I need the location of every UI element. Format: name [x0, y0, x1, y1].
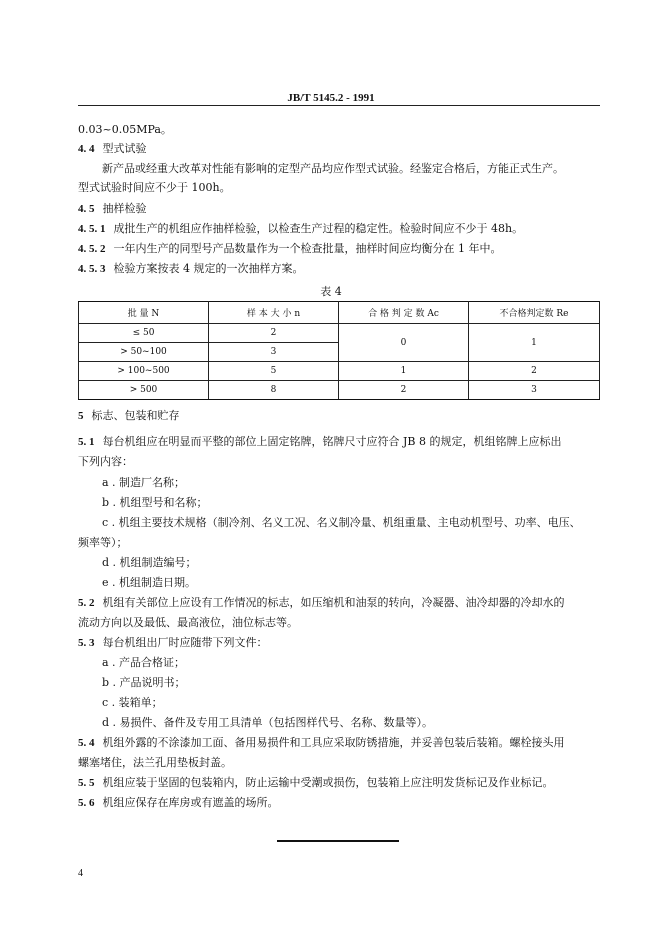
clause-number: 4. 5. 1: [78, 223, 106, 235]
cell-reject-merged: 1: [469, 324, 600, 362]
table-header-row: [79, 302, 600, 324]
clause-4-5-3: [78, 262, 304, 276]
clause-text: 机组应保存在库房或有遮盖的场所。: [102, 796, 279, 809]
clause-number: 5. 2: [78, 597, 95, 609]
cell-accept: 2: [339, 381, 469, 400]
cell-sample: 2: [209, 324, 339, 343]
cell-sample: 3: [209, 343, 339, 362]
section-number: 5: [78, 410, 84, 422]
list-item: c . 装箱单；: [102, 696, 163, 709]
cell-batch: > 50~100: [79, 343, 209, 362]
clause-5-2: [78, 596, 565, 610]
section-title: 抽样检验: [102, 202, 147, 215]
clause-text: 机组有关部位上应设有工作情况的标志，如压缩机和油泵的转向，冷凝器、油冷却器的冷却水的: [102, 596, 565, 609]
clause-4-5-2: [78, 242, 502, 256]
cell-accept-merged: 0: [339, 324, 469, 362]
clause-5-6: [78, 796, 279, 810]
cell-batch: ≤ 50: [79, 324, 209, 343]
clause-text: 每台机组应在明显而平整的部位上固定铭牌，铭牌尺寸应符合 JB 8 的规定，机组铭牌上应标出: [102, 435, 562, 448]
section-4-5-heading: [78, 202, 147, 216]
list-item: c . 机组主要技术规格（制冷剂、名义工况、名义制冷量、机组重量、主电动机型号、功率、电压、: [102, 516, 581, 529]
table-row: [79, 362, 600, 381]
list-item: b . 机组型号和名称；: [102, 496, 208, 509]
section-title: 型式试验: [102, 142, 147, 155]
clause-number: 5. 5: [78, 777, 95, 789]
clause-5-4: [78, 736, 565, 750]
table-caption: 表 4: [320, 285, 342, 298]
clause-5-3: [78, 636, 268, 650]
end-rule: [277, 840, 399, 842]
sampling-table: [78, 301, 600, 400]
clause-number: 4. 5. 2: [78, 243, 106, 255]
clause-5-1: [78, 435, 561, 449]
clause-number: 5. 1: [78, 436, 95, 448]
clause-4-5-1: [78, 222, 523, 236]
cell-batch: > 500: [79, 381, 209, 400]
list-item: b . 产品说明书；: [102, 676, 186, 689]
list-item: a . 产品合格证；: [102, 656, 186, 669]
paragraph-line: 下列内容：: [78, 455, 133, 468]
document-code-header: JB/T 5145.2 - 1991: [287, 92, 375, 104]
clause-text: 机组外露的不涂漆加工面、备用易损件和工具应采取防锈措施，并妥善包装后装箱。螺栓接头用: [102, 736, 565, 749]
page-number: 4: [78, 868, 83, 879]
clause-text: 检验方案按表 4 规定的一次抽样方案。: [113, 262, 304, 275]
clause-number: 4. 5. 3: [78, 263, 106, 275]
clause-text: 成批生产的机组应作抽样检验，以检查生产过程的稳定性。检验时间应不少于 48h。: [113, 222, 524, 235]
cell-batch: > 100~500: [79, 362, 209, 381]
paragraph-line: 新产品或经重大改革对性能有影响的定型产品均应作型式试验。经鉴定合格后，方能正式生产。: [102, 162, 564, 175]
clause-text: 机组应装于坚固的包装箱内，防止运输中受潮或损伤，包装箱上应注明发货标记及作业标记。: [102, 776, 554, 789]
clause-number: 5. 6: [78, 797, 95, 809]
header-reject: 不合格判定数 Re: [469, 302, 600, 324]
cell-sample: 8: [209, 381, 339, 400]
clause-number: 5. 4: [78, 737, 95, 749]
cell-reject: 3: [469, 381, 600, 400]
table-row: [79, 324, 600, 343]
header-batch: 批 量 N: [79, 302, 209, 324]
section-number: 4. 4: [78, 143, 95, 155]
list-item-continuation: 频率等）；: [78, 536, 128, 549]
list-item: e . 机组制造日期。: [102, 576, 196, 589]
paragraph-line: 螺塞堵住，法兰孔用垫板封盖。: [78, 756, 232, 769]
list-item: d . 机组制造编号；: [102, 556, 197, 569]
clause-text: 每台机组出厂时应随带下列文件：: [102, 636, 268, 649]
cell-reject: 2: [469, 362, 600, 381]
cell-sample: 5: [209, 362, 339, 381]
clause-5-5: [78, 776, 554, 790]
list-item: a . 制造厂名称；: [102, 476, 186, 489]
cell-accept: 1: [339, 362, 469, 381]
section-number: 4. 5: [78, 203, 95, 215]
header-accept: 合 格 判 定 数 Ac: [339, 302, 469, 324]
header-sample-size: 样 本 大 小 n: [209, 302, 339, 324]
header-rule: [78, 105, 600, 106]
section-4-4-heading: [78, 142, 147, 156]
clause-text: 一年内生产的同型号产品数量作为一个检查批量，抽样时间应均衡分在 1 年中。: [113, 242, 502, 255]
paragraph-line: 型式试验时间应不少于 100h。: [78, 181, 231, 194]
section-title: 标志、包装和贮存: [91, 409, 180, 422]
table-row: [79, 381, 600, 400]
continuation-text: 0.03~0.05MPa。: [78, 123, 172, 136]
section-5-heading: [78, 409, 180, 423]
clause-number: 5. 3: [78, 637, 95, 649]
paragraph-line: 流动方向以及最低、最高液位，油位标志等。: [78, 616, 298, 629]
list-item: d . 易损件、备件及专用工具清单（包括图样代号、名称、数量等）。: [102, 716, 434, 729]
